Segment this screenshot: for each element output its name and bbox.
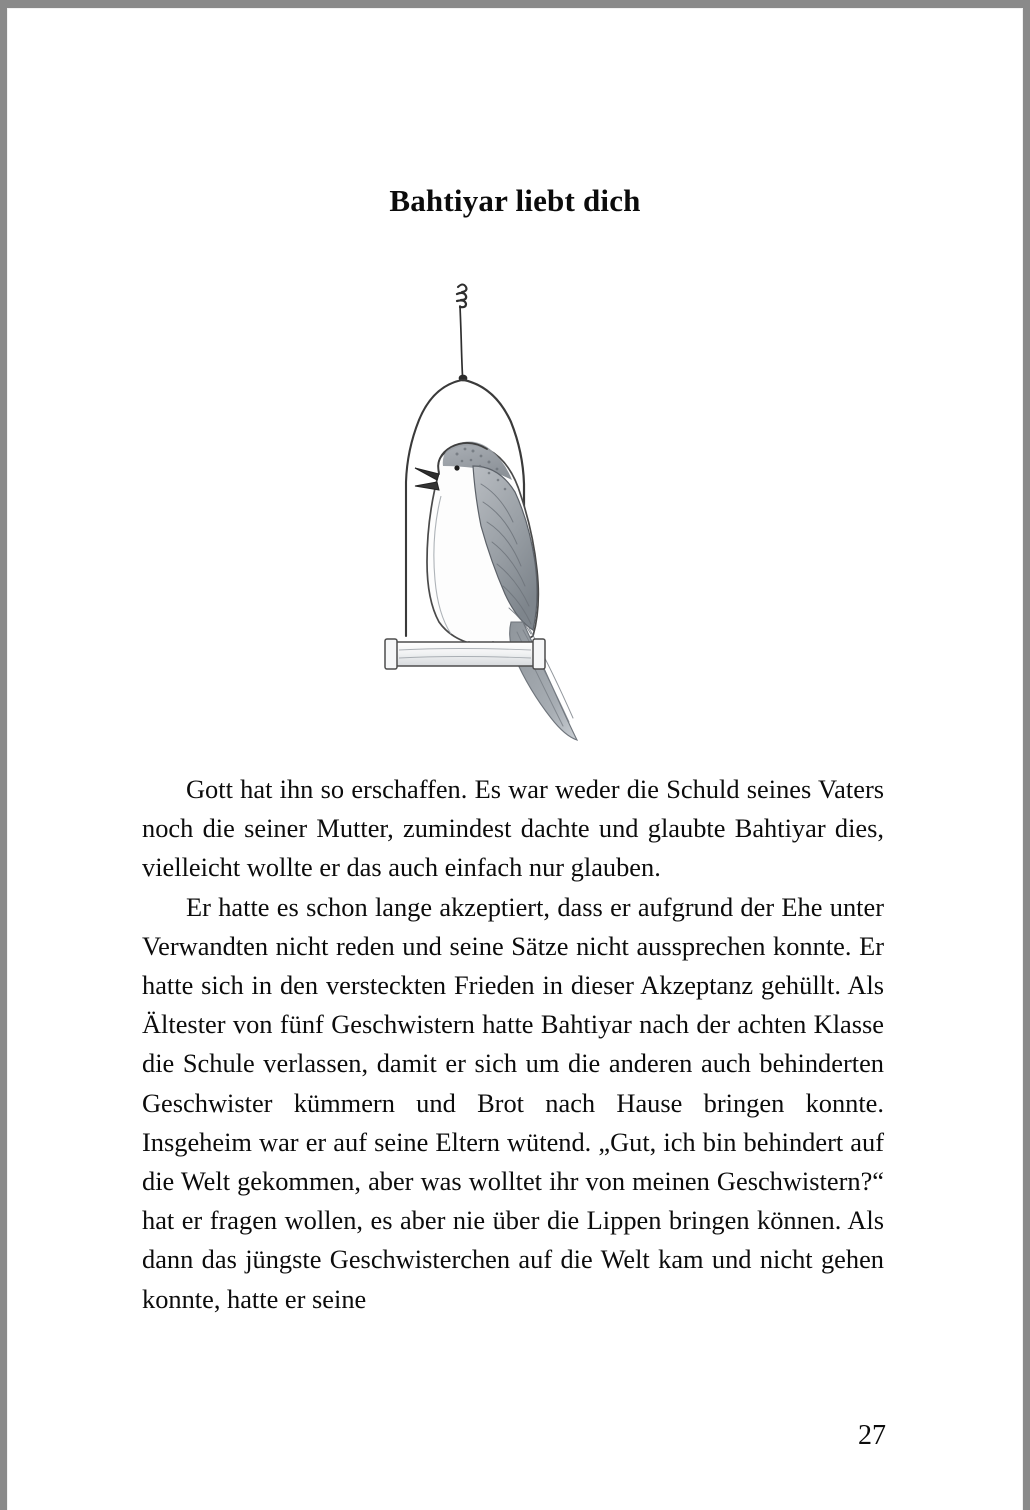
page-number: 27 — [858, 1420, 886, 1451]
hanging-wire — [460, 306, 463, 376]
bird-in-cage-illustration — [365, 270, 665, 750]
bird-beak — [415, 468, 439, 490]
chapter-title: Bahtiyar liebt dich — [389, 182, 641, 218]
page-sheet — [7, 8, 1023, 1510]
hanging-hook-icon — [457, 285, 467, 308]
bird-eye — [454, 465, 459, 470]
perch-bar — [385, 639, 545, 669]
body-text — [142, 770, 891, 1319]
perch-cap-right — [533, 639, 545, 669]
perch-cap-left — [385, 639, 397, 669]
paragraph: Gott hat ihn so erschaffen. Es war weder die Schuld seines Vaters noch die seiner Mutter, zumindest dachte und glaubte Bahtiyar dies, vielleicht wollte er das auch einfach nur glauben. — [142, 774, 891, 883]
paragraph: Er hatte es schon lange akzeptiert, dass er aufgrund der Ehe unter Verwandten nicht reden und seine Sätze nicht aussprechen konnte. Er hatte sich in den versteckten Frieden in dieser Akzeptanz gehüllt. Als Ältester von fünf Geschwistern hatte Bahtiyar nach der achten Klasse die Schule verlassen, damit er sich um die anderen auch behinderten Geschwister kümmern und Brot nach Hause bringen konnte. Insgeheim war er auf seine Eltern wütend. „Gut, ich bin behindert auf die Welt gekommen, aber was wolltet ihr von meinen Geschwistern?“ hat er fragen wollen, es aber nie über die Lippen bringen können. Als dann das jüngste Geschwisterchen auf die Welt kam und nicht gehen konnte, hatte er seine — [142, 891, 891, 1314]
bird — [415, 442, 577, 740]
bird-in-cage-svg — [365, 270, 665, 750]
